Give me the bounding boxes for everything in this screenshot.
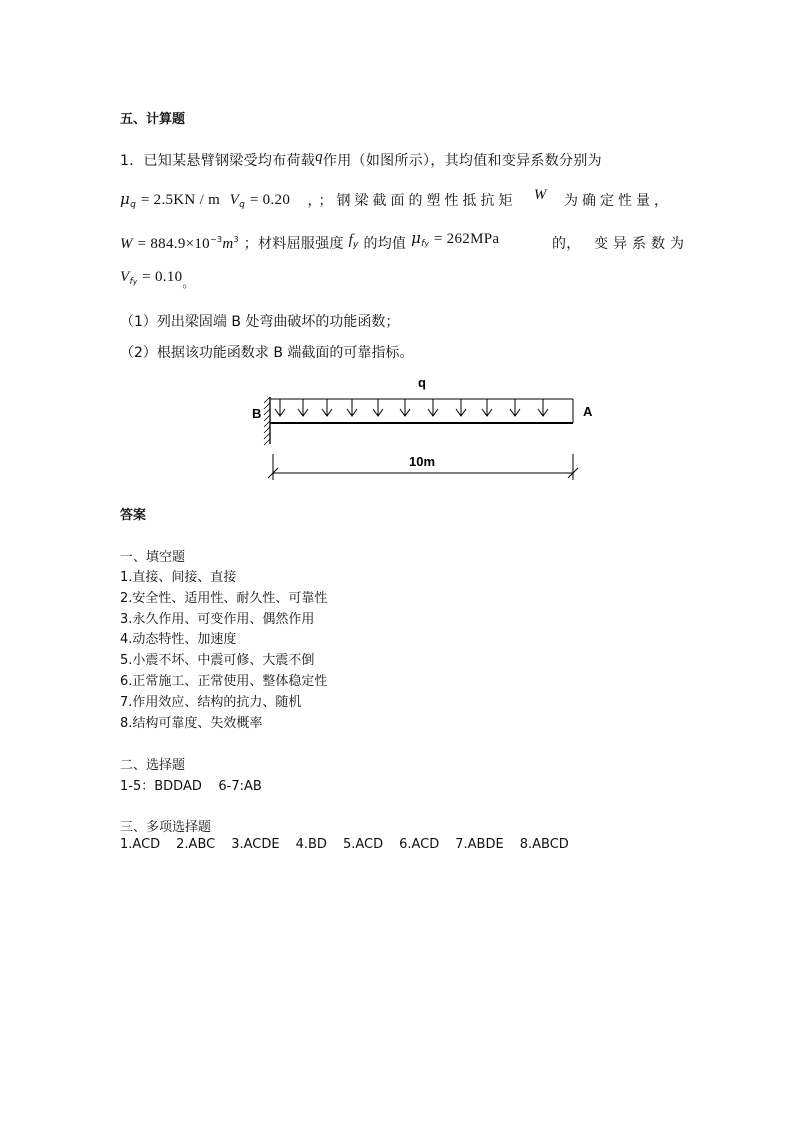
fy-symbol: $f_y$ [348,232,359,250]
line-3-tail-b: 变异系数为 [594,236,689,252]
load-arrow [298,399,308,416]
fill-blank-item: 1.直接、间接、直接 [120,570,237,585]
fill-blank-item: 8.结构可靠度、失效概率 [120,716,263,731]
choice-title: 二、选择题 [120,758,186,773]
multi-choice-title: 三、多项选择题 [120,820,212,835]
span-label: 10m [408,454,436,469]
cantilever-beam-figure [240,370,600,490]
fill-blank-item: 2.安全性、适用性、耐久性、可靠性 [120,591,328,606]
q-symbol: q [315,149,323,165]
cov-fy: $V_{fy} = 0.10$ [120,269,183,287]
section-title: 五、计算题 [120,112,186,127]
problem-line-4: $V_{fy} = 0.10$。 [120,269,195,290]
problem-intro: 1．已知某悬臂钢梁受均布荷载 [120,153,316,169]
multi-choice-item: 7.ABDE [455,837,504,852]
multi-choice-item: 3.ACDE [231,837,280,852]
multi-choice-item: 6.ACD [399,837,440,852]
W-symbol: W [533,187,547,203]
choice-answers: 1-5：BDDAD 6-7:AB [120,779,262,794]
multi-choice-item: 8.ABCD [519,837,569,852]
answers-heading: 答案 [120,508,147,523]
fill-blank-item: 3.永久作用、可变作用、偶然作用 [120,612,315,627]
fill-blank-item: 5.小震不坏、中震可修、大震不倒 [120,653,315,668]
load-arrow [400,399,410,416]
multi-choice-item: 2.ABC [176,837,216,852]
load-arrow [428,399,438,416]
fill-blank-title: 一、填空题 [120,550,186,565]
mean-label: 的均值 [363,236,407,252]
end-label-B: B [252,406,262,421]
fill-blank-item: 6.正常施工、正常使用、整体稳定性 [120,674,328,689]
problem-line-1 [120,150,602,170]
problem-line-2-mid: ，；钢梁截面的塑性抵抗矩 [307,193,517,209]
load-arrow [456,399,466,416]
problem-line-2-suffix: 为确定性量， [563,193,672,209]
problem-intro-suffix: 作用（如图所示），其均值和变异系数分别为 [322,153,602,169]
problem-line-3-mid: ；材料屈服强度 [243,236,344,252]
load-arrow [347,399,357,416]
fill-blank-item: 7.作用效应、结构的抗力、随机 [120,695,302,710]
fill-blank-item: 4.动态特性、加速度 [120,632,237,647]
end-label-A: A [583,404,593,419]
W-value: = 884.9×10 [137,236,210,252]
mean-fy: $\mu_{fy} = 262MPa$ [411,229,500,249]
load-label: q [418,375,426,390]
multi-choice-item: 5.ACD [342,837,384,852]
load-arrow [322,399,332,416]
sub-question-2: （2）根据该功能函数求 B 端截面的可靠指标。 [120,345,414,361]
line-3-tail-a: 的， [552,236,581,252]
distributed-load-arrows [275,399,548,416]
mean-and-cov-q: $\mu_q = 2.5KN / m$ $V_q = 0.20$ [120,190,291,210]
load-arrow [482,399,492,416]
load-arrow [510,399,520,416]
multi-choice-item: 1.ACD [120,837,161,852]
multi-choice-item: 4.BD [295,837,327,852]
sub-question-1: （1）列出梁固端 B 处弯曲破坏的功能函数； [120,314,400,330]
load-arrow [275,399,285,416]
load-arrow [373,399,383,416]
multi-choice-answers [120,837,569,852]
fixed-support-hatching [264,397,270,445]
load-arrow [538,399,548,416]
problem-line-3: $W = 884.9\times 10^{-3}m^3$ ；材料屈服强度 $f_y$ 的均值 $\mu_{fy} = 262MPa$ 的， 变异系数为 [120,229,689,252]
problem-line-2 [120,187,672,210]
